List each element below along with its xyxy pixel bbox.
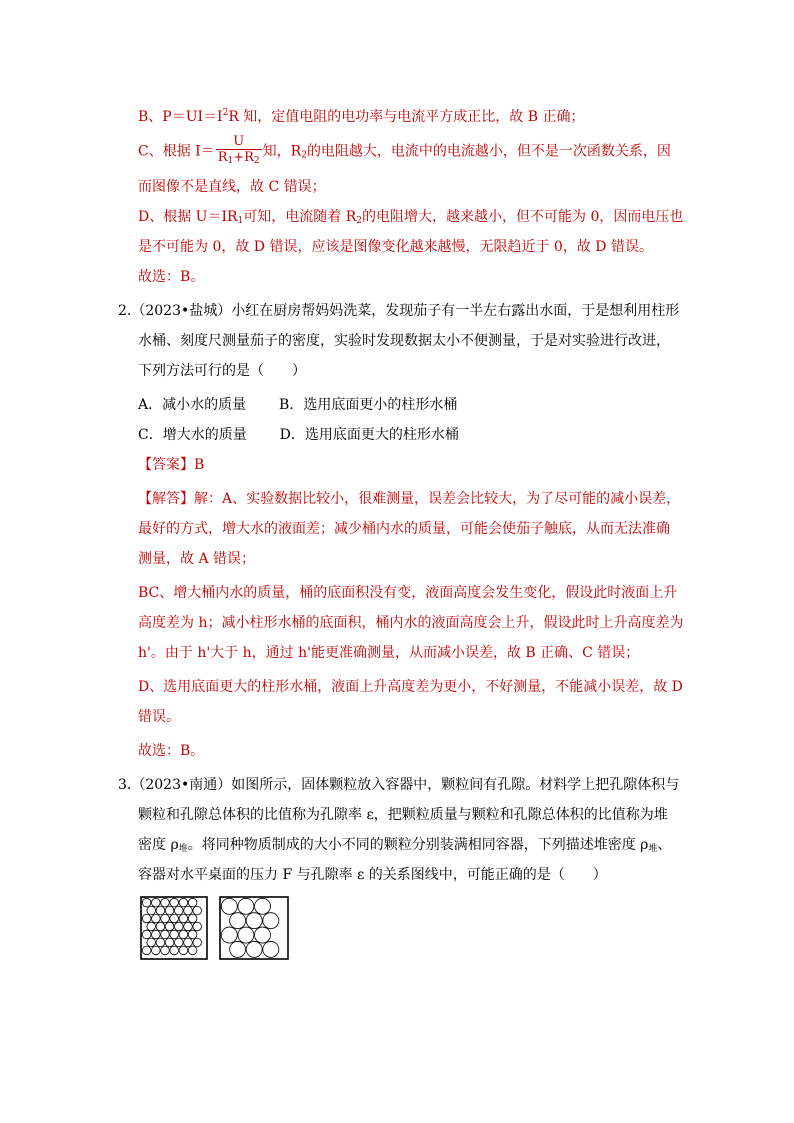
subscript: 堆 <box>648 844 658 854</box>
particle-circle <box>152 914 161 923</box>
particle-circle <box>165 922 174 931</box>
particle-circle <box>152 930 161 939</box>
question-3-line-4: 容器对水平桌面的压力 F 与孔隙率 ε 的关系图线中，可能正确的是（ ） <box>138 867 607 883</box>
solution-c-text: 知，R <box>262 143 302 160</box>
particle-circle <box>193 922 202 931</box>
particle-circle <box>161 898 170 907</box>
particle-circle <box>221 898 237 914</box>
solution-c-line <box>138 134 671 169</box>
particle-circle <box>246 913 262 929</box>
particle-circle <box>184 906 193 915</box>
answer-value: B <box>194 457 205 473</box>
particle-circle <box>179 930 188 939</box>
solution-choose: 故选：B。 <box>138 269 205 285</box>
particle-circle <box>221 927 237 943</box>
superscript: 2 <box>222 108 229 118</box>
question-2-options-row-1 <box>138 396 457 414</box>
analysis-d-line-2: 错误。 <box>138 709 180 725</box>
subscript: 1 <box>237 216 244 226</box>
denominator-plus-r: +R <box>233 150 254 165</box>
particle-circle <box>156 906 165 915</box>
small-particles <box>142 898 201 954</box>
particle-circle <box>175 906 184 915</box>
particle-circle <box>263 941 279 957</box>
particle-circle <box>161 914 170 923</box>
subscript: 1 <box>227 156 234 166</box>
solution-d-text: 的电阻增大，越来越小，但不可能为 0，因而电压也 <box>362 209 684 225</box>
option-a: A．减小水的质量 <box>138 397 247 413</box>
small-particles-container-figure <box>140 896 208 960</box>
question-2-line-2: 水桶、刻度尺测量茄子的密度，实验时发现数据太小不便测量，于是对实验进行改进， <box>138 333 670 349</box>
particle-circle <box>156 922 165 931</box>
particle-circle <box>179 946 188 955</box>
solution-b-text: R 知，定值电阻的电功率与电流平方成正比，故 B 正确； <box>228 109 585 125</box>
question-3-text: 、 <box>657 837 672 853</box>
particle-circle <box>238 898 254 914</box>
particle-circle <box>263 913 279 929</box>
particle-circle <box>255 927 271 943</box>
particle-circle <box>230 941 246 957</box>
option-c: C．增大水的质量 <box>138 427 247 443</box>
particle-circle <box>165 906 174 915</box>
particle-circle <box>142 898 151 907</box>
particle-circle <box>193 938 202 947</box>
denominator-r: R <box>217 150 228 165</box>
analysis-a-line-3: 测量，故 A 错误； <box>138 551 256 567</box>
fraction-numerator: U <box>233 134 245 149</box>
particle-circle <box>193 906 202 915</box>
option-b: B．选用底面更小的柱形水桶 <box>279 397 458 413</box>
option-d: D．选用底面更大的柱形水桶 <box>279 427 459 443</box>
answer-tag: 【答案】 <box>138 457 194 473</box>
question-3-line-1: 3.（2023•南通）如图所示，固体颗粒放入容器中，颗粒间有孔隙。材料学上把孔隙体积与 <box>118 777 680 793</box>
analysis-a-line-2: 最好的方式，增大水的液面差；减少桶内水的质量，可能会使茄子触底，从而无法准确 <box>138 521 670 537</box>
particle-circle <box>184 922 193 931</box>
question-2-options-row-2 <box>138 426 459 444</box>
analysis-bc-line-3: h'。由于 h'大于 h，通过 h'能更准确测量，从而减小误差，故 B 正确、C 错误； <box>138 645 640 661</box>
question-3-text: 。将同种物质制成的大小不同的颗粒分别装满相同容器，下列描述堆密度 ρ <box>187 837 649 853</box>
particle-circle <box>152 898 161 907</box>
question-3-line-3 <box>138 836 671 858</box>
fraction-denominator <box>216 149 262 169</box>
particle-circle <box>188 930 197 939</box>
analysis-tag: 【解答】 <box>138 491 194 507</box>
subscript: 2 <box>253 156 260 166</box>
solution-c-text: 的电阻越大，电流中的电流越小，但不是一次函数关系，因 <box>306 143 671 160</box>
particle-circle <box>255 898 271 914</box>
analysis-a-line-1 <box>138 490 680 508</box>
solution-c-text: C、根据 I＝ <box>138 143 215 160</box>
particle-circle <box>142 930 151 939</box>
solution-d-line-2: 是不可能为 0，故 D 错误，应该是图像变化越来越慢，无限趋近于 0，故 D 错误。 <box>138 239 653 255</box>
particle-circle <box>152 946 161 955</box>
particle-circle <box>230 913 246 929</box>
particle-circle <box>170 898 179 907</box>
particle-circle <box>175 922 184 931</box>
particle-circle <box>147 922 156 931</box>
particle-circle <box>165 938 174 947</box>
analysis-bc-line-2: 高度差为 h；减小柱形水桶的底面积，桶内水的液面高度会上升，假设此时上升高度差为 <box>138 615 684 631</box>
subscript: 2 <box>301 150 307 161</box>
particle-circle <box>147 906 156 915</box>
answer-line <box>138 456 204 474</box>
solution-c-line-2: 而图像不是直线，故 C 错误； <box>138 179 326 195</box>
particle-circle <box>170 914 179 923</box>
large-particles-container-figure <box>219 896 289 960</box>
analysis-bc-line-1: BC、增大桶内水的质量，桶的底面积没有变，液面高度会发生变化，假设此时液面上升 <box>138 585 678 601</box>
solution-b-line <box>138 104 585 126</box>
particle-circle <box>170 930 179 939</box>
particle-circle <box>179 898 188 907</box>
analysis-text: 解：A、实验数据比较小，很难测量，误差会比较大，为了尽可能的减小误差， <box>194 491 681 507</box>
solution-d-line <box>138 208 683 230</box>
particle-circle <box>188 914 197 923</box>
analysis-d-line-1: D、选用底面更大的柱形水桶，液面上升高度差为更小，不好测量，不能减小误差，故 D <box>138 679 683 695</box>
solution-d-text: 可知，电流随着 R <box>243 209 357 225</box>
particle-circle <box>238 927 254 943</box>
fraction <box>216 134 262 169</box>
particle-circle <box>142 914 151 923</box>
particle-circle <box>188 898 197 907</box>
particle-circle <box>142 946 151 955</box>
particle-circle <box>170 946 179 955</box>
subscript: 2 <box>356 216 363 226</box>
solution-b-text: B、P＝UI＝I <box>138 109 223 125</box>
question-3-text: 密度 ρ <box>138 837 179 853</box>
particle-circle <box>179 914 188 923</box>
particle-circle <box>188 946 197 955</box>
large-particles <box>221 898 278 957</box>
particle-circle <box>147 938 156 947</box>
question-2-choose: 故选：B。 <box>138 743 205 759</box>
subscript: 堆 <box>178 844 188 854</box>
question-3-line-2: 颗粒和孔隙总体积的比值称为孔隙率 ε，把颗粒质量与颗粒和孔隙总体积的比值称为堆 <box>138 807 668 823</box>
particle-circle <box>184 938 193 947</box>
question-2-line-3: 下列方法可行的是（ ） <box>138 363 306 379</box>
particle-circle <box>246 941 262 957</box>
particle-circle <box>156 938 165 947</box>
question-2-line-1: 2.（2023•盐城）小红在厨房帮妈妈洗菜，发现茄子有一半左右露出水面，于是想利用柱形 <box>118 303 680 319</box>
particle-circle <box>175 938 184 947</box>
particle-circle <box>161 930 170 939</box>
solution-d-text: D、根据 U＝IR <box>138 209 238 225</box>
particle-circle <box>161 946 170 955</box>
